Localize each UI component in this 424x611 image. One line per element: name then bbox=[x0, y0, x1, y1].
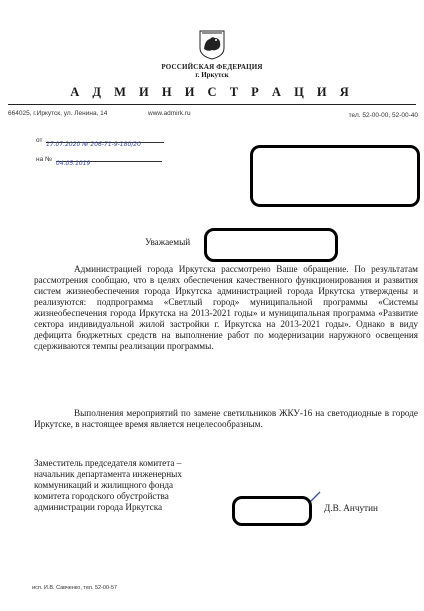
signatory-name: Д.В. Анчутин bbox=[324, 503, 378, 513]
header-divider bbox=[8, 104, 416, 105]
address-text: 664025, г.Иркутск, ул. Ленина, 14 bbox=[8, 110, 108, 117]
position-line: начальник департамента инженерных bbox=[34, 469, 182, 479]
from-line bbox=[46, 133, 164, 148]
administration-title: А Д М И Н И С Т Р А Ц И Я bbox=[70, 85, 354, 99]
to-line bbox=[56, 152, 162, 167]
to-value: 04.05.1019 bbox=[56, 160, 91, 167]
phone-text: тел. 52-00-00, 52-00-40 bbox=[348, 112, 418, 119]
coat-of-arms-icon bbox=[199, 30, 225, 60]
position-line: Заместитель председателя комитета – bbox=[34, 458, 182, 468]
signatory-position bbox=[34, 458, 182, 513]
from-value: 17.07.2020 № 206-71-9-180/20 bbox=[46, 141, 141, 148]
position-line: коммуникаций и жилищного фонда bbox=[34, 480, 174, 490]
website-text: www.admirk.ru bbox=[148, 110, 191, 117]
executor-footer: исп. И.В. Савченко, тел. 52-00-57 bbox=[32, 585, 117, 591]
greeting: Уважаемый bbox=[145, 237, 191, 247]
position-line: комитета городского обустройства bbox=[34, 491, 169, 501]
federation-heading: РОССИЙСКАЯ ФЕДЕРАЦИЯ bbox=[161, 63, 263, 71]
city-heading: г. Иркутск bbox=[195, 71, 229, 79]
position-line: администрации города Иркутска bbox=[34, 502, 163, 512]
signature-redaction bbox=[232, 496, 312, 526]
body-paragraph-2: Выполнения мероприятий по замене светильников ЖКУ-16 на светодиодные в городе Иркутске, в настоящее время является нецелесообразным. bbox=[34, 408, 418, 429]
from-label: от bbox=[36, 137, 43, 144]
body-paragraph-1: Администрацией города Иркутска рассмотрено Ваше обращение. По результатам рассмотрения сообщаю, что в целях обеспечения качественного функционирования и развития систем жизнеобеспечения города Иркутска администрацией города Иркутска утверждены и реализуются: подпрограмма «Светлый город» муниципальной программы «Системы жизнеобеспечения города Иркутска на 2013-2021 годы» и муниципальная программа «Развитие сектора индивидуальной жилой застройки г. Иркутска на 2013-2021 годы». Однако в виду дефицита бюджетных средств на выполнение работ по модернизации наружного освещения сдерживаются темпы реализации программы. bbox=[34, 264, 418, 351]
to-label: на № bbox=[36, 156, 52, 163]
addressee-redaction bbox=[250, 145, 420, 207]
name-redaction bbox=[204, 228, 338, 262]
